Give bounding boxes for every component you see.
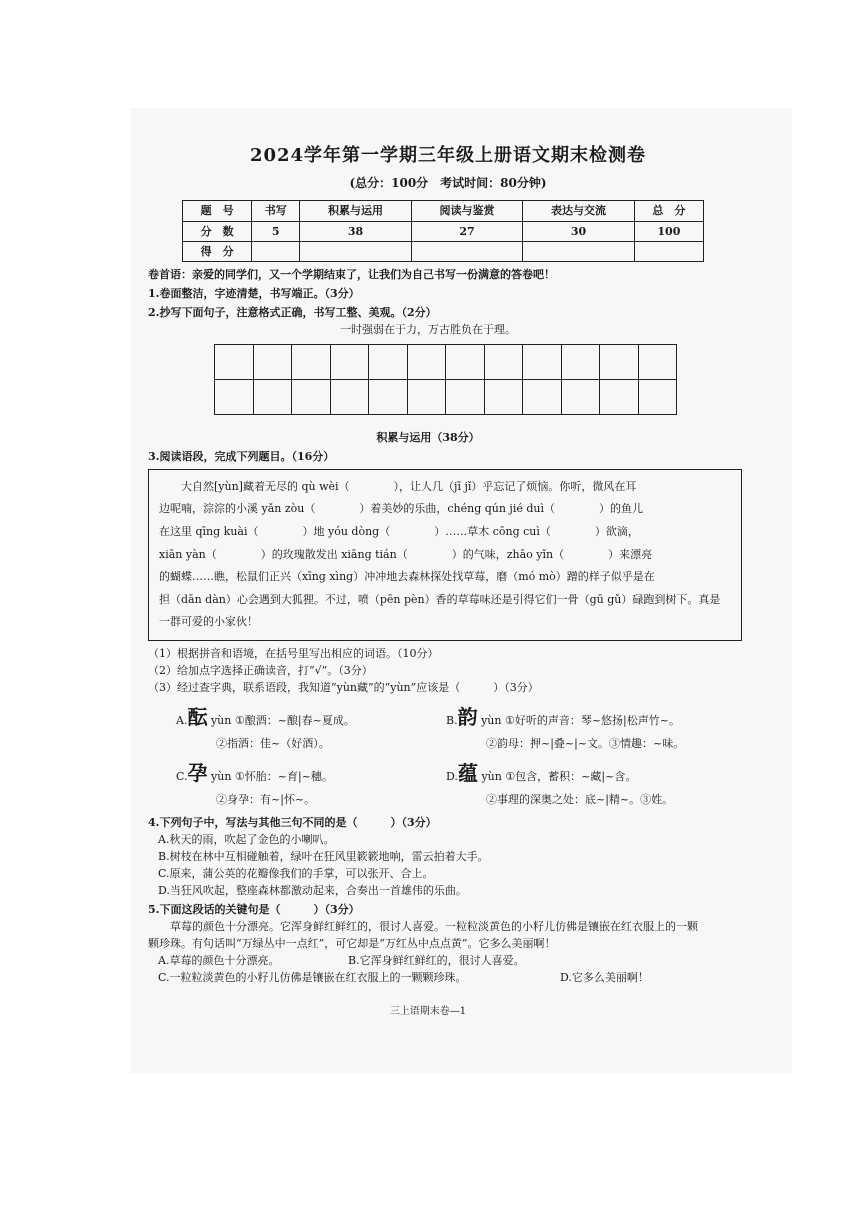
passage-line: xiān yàn（ ）的玫瑰散发出 xiāng tián（ ）的气味，zhāo yǐn（ ）来漂亮 (159, 547, 653, 561)
option-c[interactable]: C.孕 yùn ①怀胎：~育|~穗。 ②身孕：有~|怀~。 (176, 760, 333, 806)
option-item[interactable]: C.原来，蒲公英的花瓣像我们的手掌，可以张开、合上。 (158, 867, 434, 881)
table-cell: 38 (300, 221, 412, 241)
exam-page (148, 132, 721, 1020)
table-cell: 100 (634, 221, 703, 241)
sub-question: （3）经过查字典，联系语段，我知道“yùn藏”的“yùn”应该是（ ）（3分） (148, 680, 539, 694)
question-1: 1.卷面整洁，字迹清楚，书写端正。（3分） (148, 286, 360, 300)
question-3: 3.阅读语段，完成下列题目。（16分） (148, 449, 335, 463)
option-a[interactable]: A.酝 yùn ①酿酒：~酿|春~夏成。 ②指酒：佳~（好酒）。 (176, 704, 355, 750)
table-cell: 30 (523, 221, 635, 241)
table-row (183, 221, 704, 241)
table-cell: 5 (252, 221, 300, 241)
table-cell: 得 分 (183, 241, 252, 261)
table-cell: 总 分 (634, 201, 703, 221)
reading-passage (148, 469, 742, 641)
score-input-cell[interactable] (411, 241, 523, 261)
score-table (182, 200, 704, 261)
option-item[interactable]: D.它多么美丽啊！ (560, 971, 649, 985)
table-cell: 分 数 (183, 221, 252, 241)
table-cell: 表达与交流 (523, 201, 635, 221)
section-heading: 积累与运用（38分） (376, 430, 480, 444)
option-d[interactable]: D.蕴 yùn ①包含，蓄积：~藏|~含。 ②事理的深奥之处：底~|精~。③姓。 (446, 760, 674, 806)
table-cell: 书写 (252, 201, 300, 221)
table-cell: 27 (411, 221, 523, 241)
score-input-cell[interactable] (300, 241, 412, 261)
writing-grid[interactable] (214, 344, 677, 415)
option-item[interactable]: A.草莓的颜色十分漂亮。 (158, 954, 280, 968)
page-title: 2024学年第一学期三年级上册语文期末检测卷 (249, 145, 647, 166)
copy-sentence: 一时强弱在于力，万古胜负在于理。 (340, 322, 516, 336)
table-cell: 题 号 (183, 201, 252, 221)
table-row (183, 241, 704, 261)
passage-line: 大自然[yùn]藏着无尽的 qù wèi（ ），让人几（jī jǐ）乎忘记了烦恼。你听，微风在耳 (159, 479, 637, 493)
passage-line: 担（dān dàn）心会遇到大狐狸。不过，喷（pēn pèn）香的草莓味还是引得它们一骨（gū gǔ）碌跑到树下。真是一群可爱的小家伙！ (159, 592, 721, 629)
table-row (183, 201, 704, 221)
dictionary-options (176, 702, 708, 808)
table-cell: 阅读与鉴赏 (411, 201, 523, 221)
option-item[interactable]: B.树枝在林中互相碰触着，绿叶在狂风里簌簌地响，雷云拍着大手。 (158, 850, 489, 864)
exam-info: (总分：100分 考试时间：80分钟) (349, 175, 547, 190)
sub-question: （2）给加点字选择正确读音，打“√”。（3分） (148, 663, 373, 677)
q5-options-row (148, 969, 708, 986)
q5-options-row (148, 952, 708, 969)
option-item[interactable]: C.一粒粒淡黄色的小籽儿仿佛是镶嵌在红衣服上的一颗颗珍珠。 (158, 971, 467, 985)
score-input-cell[interactable] (634, 241, 703, 261)
option-b[interactable]: B.韵 yùn ①好听的声音：琴~悠扬|松声竹~。 ②韵母：押~|叠~|~文。③情趣：~味。 (446, 704, 685, 750)
table-cell: 积累与运用 (300, 201, 412, 221)
passage-line: 边呢喃，淙淙的小溪 yǎn zòu（ ）着美妙的乐曲，chéng qún jié duì（ ）的鱼儿 (159, 502, 644, 516)
option-item[interactable]: A.秋天的雨，吹起了金色的小喇叭。 (158, 833, 335, 847)
option-item[interactable]: D.当狂风吹起，整座森林都激动起来，合奏出一首雄伟的乐曲。 (158, 884, 467, 898)
sub-question: （1）根据拼音和语境，在括号里写出相应的词语。（10分） (148, 646, 439, 660)
intro-note: 卷首语：亲爱的同学们，又一个学期结束了，让我们为自己书写一份满意的答卷吧！ (148, 267, 555, 281)
page-footer: 三上语期末卷—1 (389, 1006, 467, 1018)
passage-line: 的蝴蝶……瞧，松鼠们正兴（xīng xìng）冲冲地去森林探处找草莓，磨（mó mò）蹭的样子似乎是在 (159, 570, 655, 584)
score-input-cell[interactable] (252, 241, 300, 261)
question-2: 2.抄写下面句子，注意格式正确，书写工整、美观。（2分） (148, 305, 437, 319)
question-5: 5.下面这段话的关键句是（ ）（3分） (148, 903, 360, 917)
question-4: 4.下列句子中，写法与其他三句不同的是（ ）（3分） (148, 815, 437, 829)
score-input-cell[interactable] (523, 241, 635, 261)
q5-paragraph: 草莓的颜色十分漂亮。它浑身鲜红鲜红的，很讨人喜爱。一粒粒淡黄色的小籽儿仿佛是镶嵌在红衣服上的一颗颗珍珠。有句话叫“万绿丛中一点红”，可它却是“万红丛中点点黄”。它多么美丽啊！ (148, 920, 698, 951)
passage-line: 在这里 qīng kuài（ ）地 yóu dòng（ ）……草木 cōng cuì（ ）欲滴， (159, 525, 639, 538)
option-item[interactable]: B.它浑身鲜红鲜红的，很讨人喜爱。 (348, 954, 525, 968)
